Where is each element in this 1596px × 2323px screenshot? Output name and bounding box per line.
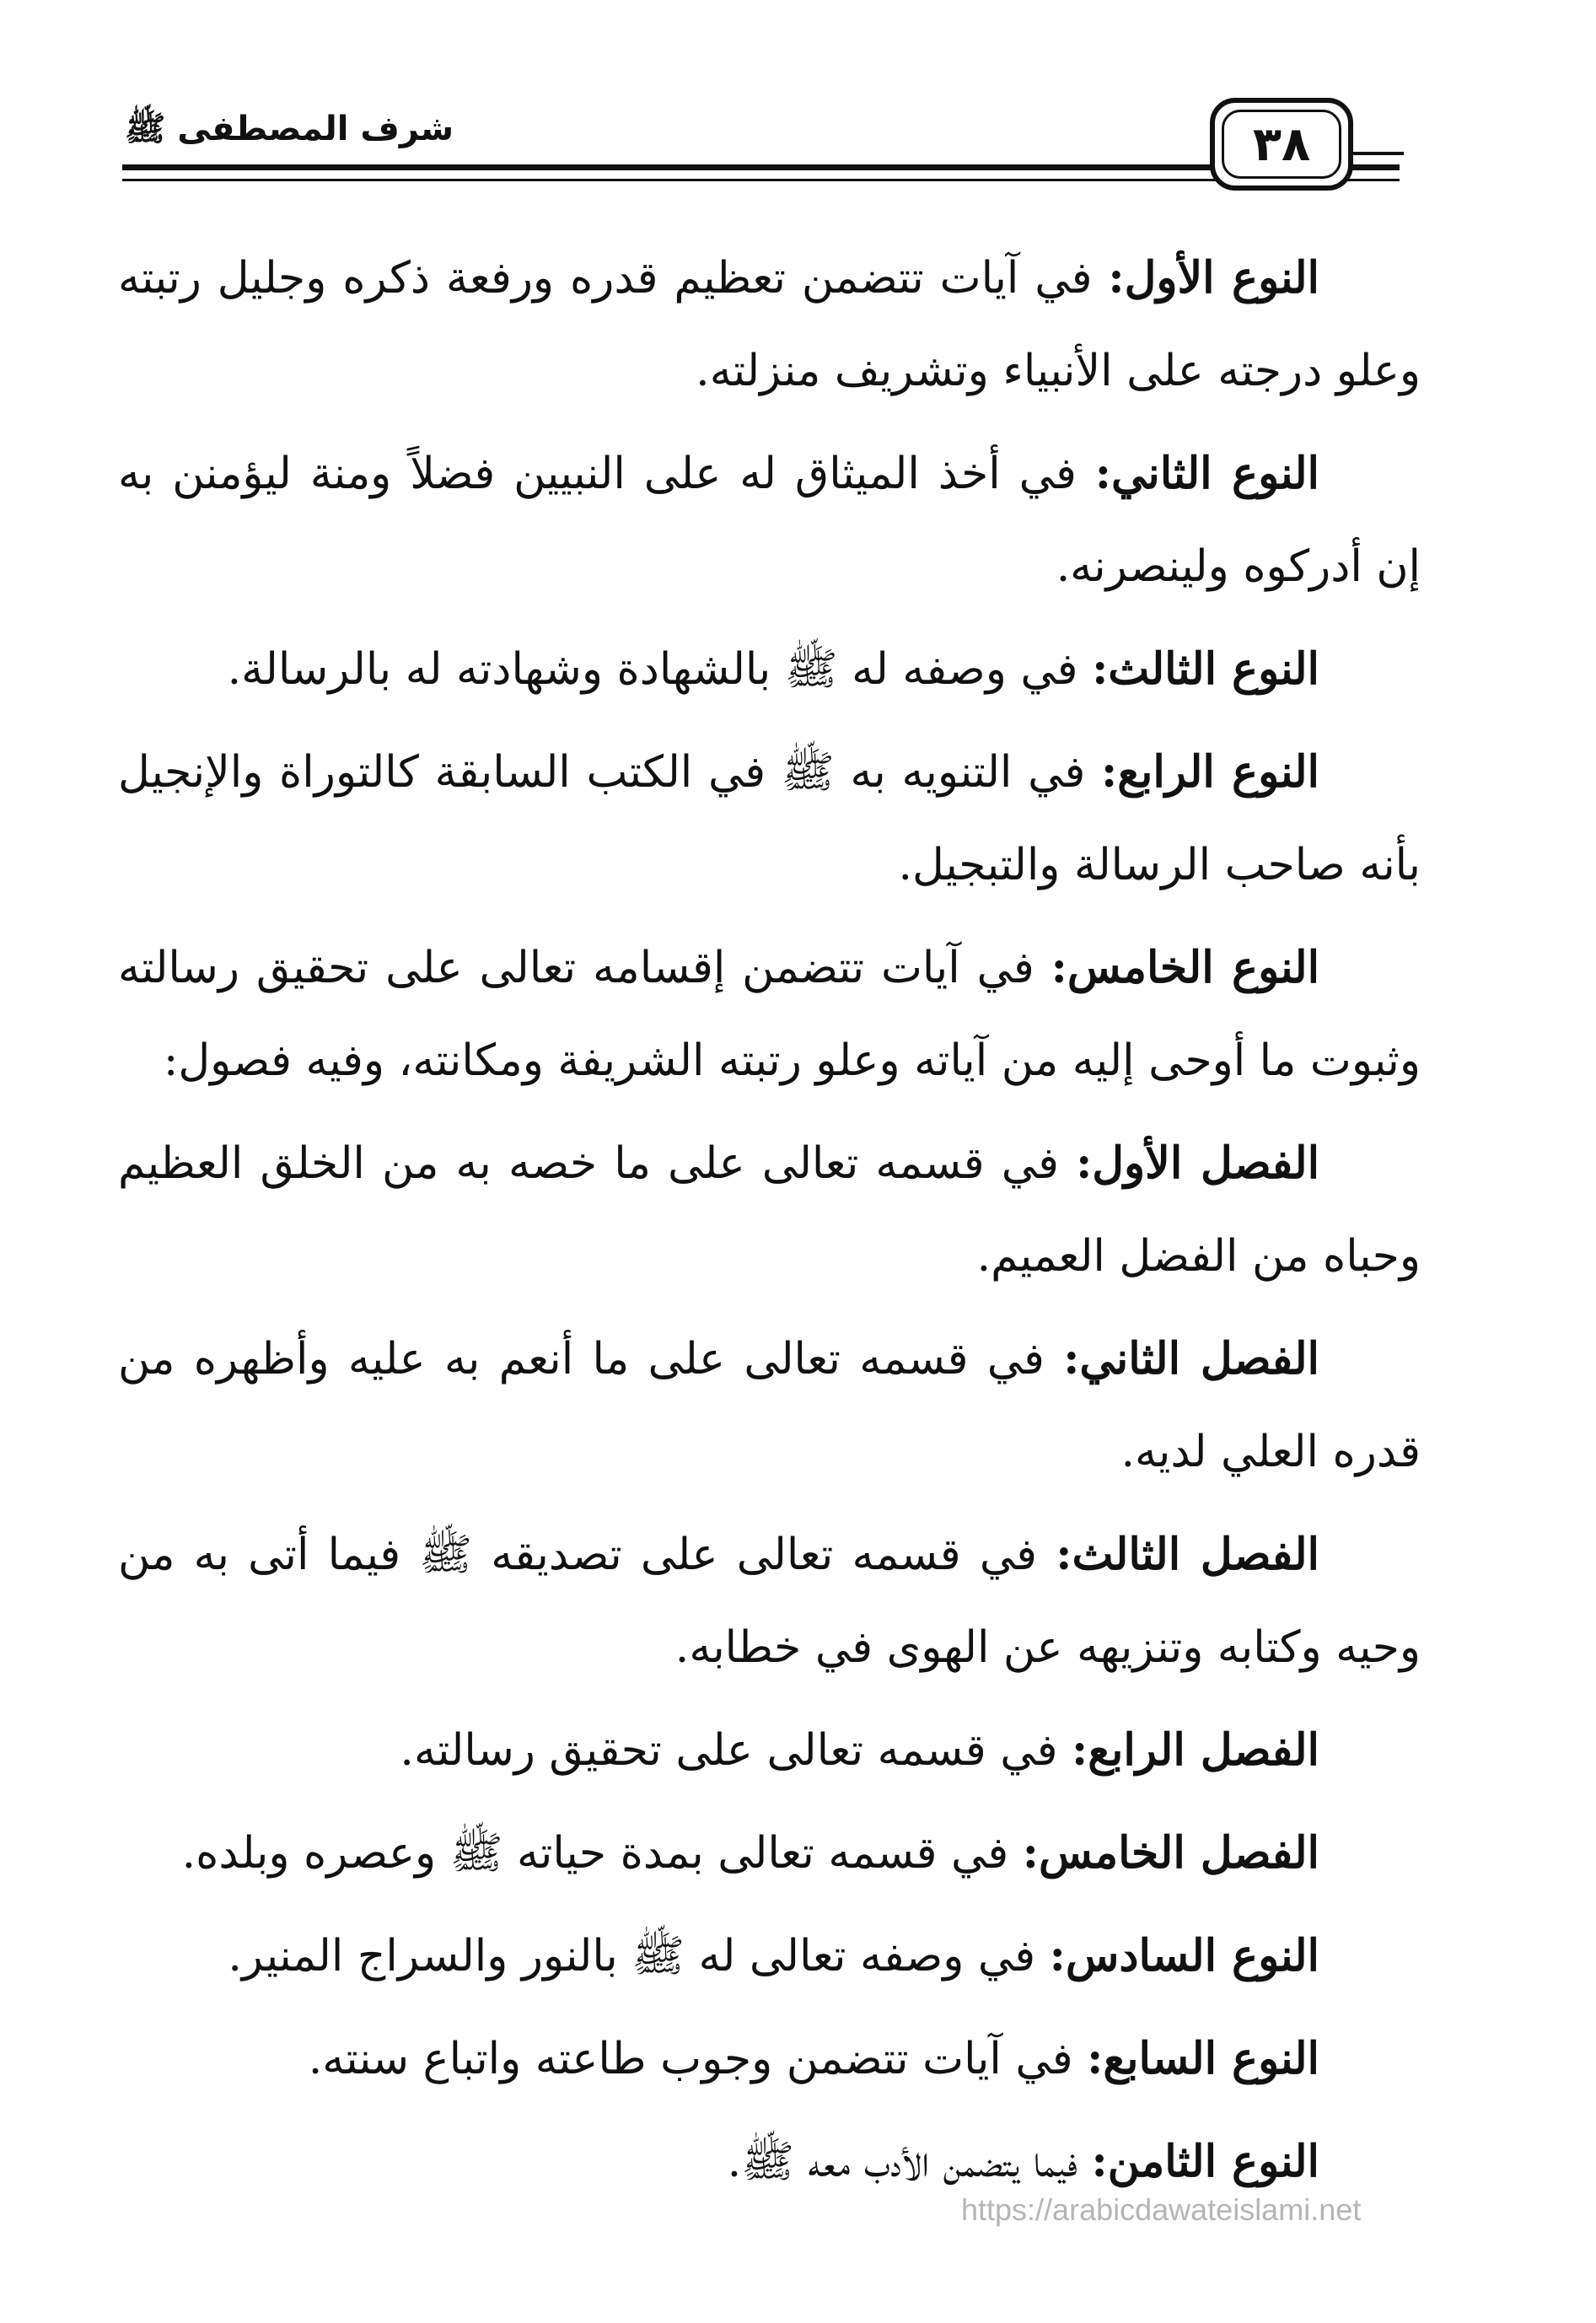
label-separator: :: [1022, 1827, 1039, 1879]
label-separator: :: [1051, 942, 1067, 993]
paragraph-10: [118, 1807, 1421, 1900]
section-label: النوع الرابع: [1117, 746, 1319, 798]
paragraph-text: في آيات تتضمن وجوب طاعته واتباع سنته.: [308, 2034, 1073, 2084]
paragraph-text: في وصفه تعالى له ﷺ بالنور والسراج المنير.: [228, 1931, 1036, 1982]
section-label: النوع الثالث: [1108, 643, 1319, 695]
paragraph-text: فيما يتضمن الأدب معه ﷺ.: [727, 2137, 1078, 2187]
page-number: ٣٨: [1222, 110, 1341, 179]
paragraph-text: في وصفه له ﷺ بالشهادة وشهادته له بالرسالة.: [227, 644, 1078, 695]
running-title: شرف المصطفى ﷺ: [125, 110, 454, 148]
paragraph-text: في قسمه تعالى بمدة حياته ﷺ وعصره وبلده.: [181, 1828, 1009, 1879]
section-label: الفصل الثالث: [1072, 1529, 1319, 1580]
label-separator: :: [1108, 252, 1125, 304]
section-label: النوع الخامس: [1067, 942, 1320, 993]
label-separator: :: [1072, 1724, 1088, 1776]
paragraph-7: [118, 1313, 1421, 1498]
label-separator: :: [1101, 746, 1118, 798]
paragraph-12: [118, 2013, 1421, 2105]
page-number-frame: [1210, 98, 1353, 191]
header-rule-accent: [1353, 152, 1404, 155]
paragraph-text: في قسمه تعالى على ما أنعم به عليه وأظهره من قدره العلي لديه.: [118, 1334, 1421, 1477]
paragraph-text: في قسمه تعالى على ما خصه به من الخلق العظيم وحباه من الفضل العميم.: [118, 1138, 1421, 1282]
paragraph-text: في قسمه تعالى على تصديقه ﷺ فيما أتى به من وحيه وكتابه وتنزيهه عن الهوى في خطابه.: [118, 1530, 1421, 1673]
section-label: النوع الثامن: [1107, 2136, 1319, 2187]
page-content: [118, 232, 1421, 2218]
paragraph-11: [118, 1910, 1421, 2003]
paragraph-text: في آيات تتضمن تعظيم قدره ورفعة ذكره وجليل رتبته وعلو درجته على الأنبياء وتشريف منزلته.: [118, 253, 1421, 396]
section-label: الفصل الأول: [1092, 1137, 1320, 1189]
paragraph-text: في التنويه به ﷺ في الكتب السابقة كالتوراة والإنجيل بأنه صاحب الرسالة والتبجيل.: [118, 747, 1421, 890]
paragraph-text: في آيات تتضمن إقسامه تعالى على تحقيق رسالته وثبوت ما أوحى إليه من آياته وعلو رتبته الشريفة ومكانته، وفيه فصول:: [118, 943, 1421, 1086]
header-rule-thin: [122, 179, 1400, 181]
section-label: النوع الثاني: [1110, 448, 1319, 499]
paragraph-6: [118, 1117, 1421, 1303]
paragraph-4: [118, 726, 1421, 911]
label-separator: :: [1076, 1137, 1093, 1189]
section-label: النوع الأول: [1124, 252, 1319, 304]
paragraph-5: [118, 922, 1421, 1107]
label-separator: :: [1063, 1333, 1080, 1385]
paragraph-text: في قسمه تعالى على تحقيق رسالته.: [400, 1725, 1058, 1776]
label-separator: :: [1056, 1529, 1072, 1580]
section-label: الفصل الرابع: [1088, 1724, 1319, 1776]
header-rule-thick: [122, 164, 1400, 170]
label-separator: :: [1049, 1930, 1066, 1982]
paragraph-1: [118, 232, 1421, 417]
paragraph-2: [118, 427, 1421, 613]
paragraph-9: [118, 1704, 1421, 1797]
label-separator: :: [1094, 448, 1111, 499]
section-label: النوع السابع: [1103, 2033, 1319, 2084]
label-separator: :: [1087, 2033, 1104, 2084]
label-separator: :: [1091, 2136, 1108, 2187]
paragraph-3: [118, 623, 1421, 716]
paragraph-8: [118, 1508, 1421, 1694]
section-label: الفصل الثاني: [1079, 1333, 1319, 1385]
section-label: النوع السادس: [1065, 1930, 1319, 1982]
label-separator: :: [1092, 643, 1109, 695]
paragraph-text: في أخذ الميثاق له على النبيين فضلاً ومنة ليؤمنن به إن أدركوه ولينصرنه.: [118, 449, 1421, 592]
watermark-url: https://arabicdawateislami.net: [961, 2192, 1362, 2227]
section-label: الفصل الخامس: [1038, 1827, 1319, 1879]
